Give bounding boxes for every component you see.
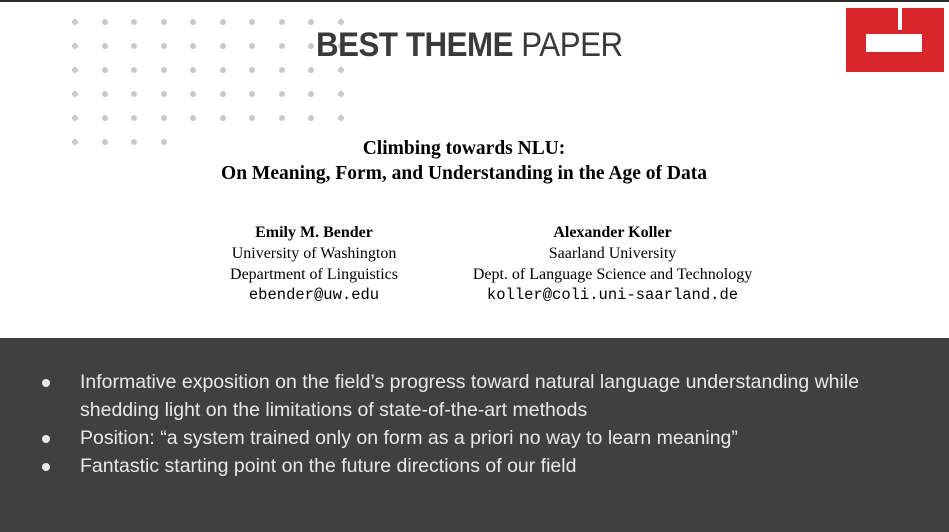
decorative-dot — [102, 19, 108, 25]
top-border — [0, 0, 949, 2]
decorative-dot — [279, 67, 285, 73]
decorative-dot — [131, 115, 137, 121]
decorative-dot — [249, 19, 255, 25]
decorative-dot — [161, 43, 167, 49]
decorative-dot — [338, 67, 344, 73]
decorative-dot — [249, 43, 255, 49]
decorative-dot — [279, 91, 285, 97]
decorative-dot — [220, 19, 226, 25]
slide-title-bold: BEST THEME — [316, 26, 513, 64]
summary-bullet-list — [40, 368, 930, 480]
decorative-dot — [72, 91, 78, 97]
decorative-dot — [308, 19, 314, 25]
bullet-dot-icon — [42, 435, 50, 443]
decorative-dot — [131, 91, 137, 97]
slide-title-rest: PAPER — [512, 26, 623, 64]
decorative-dot — [72, 67, 78, 73]
decorative-dot — [72, 139, 78, 145]
author-name: Emily M. Bender — [255, 224, 373, 241]
decorative-dot — [131, 19, 137, 25]
decorative-dot — [161, 91, 167, 97]
decorative-dot — [102, 115, 108, 121]
decorative-dot — [190, 19, 196, 25]
decorative-dot — [249, 91, 255, 97]
decorative-dot — [190, 91, 196, 97]
decorative-dot — [308, 67, 314, 73]
slide-title — [316, 26, 623, 65]
logo-shape — [846, 8, 944, 72]
decorative-dot — [161, 19, 167, 25]
paper-header — [150, 136, 778, 186]
decorative-dot — [102, 91, 108, 97]
bullet-dot-icon — [42, 379, 50, 387]
author-department: Department of Linguistics — [230, 266, 398, 283]
decorative-dot — [338, 91, 344, 97]
decorative-dot — [308, 43, 314, 49]
decorative-dot — [220, 67, 226, 73]
list-item — [40, 368, 930, 424]
paper-title-line2: On Meaning, Form, and Understanding in the Age of Data — [221, 163, 707, 184]
bullet-text: Fantastic starting point on the future directions of our field — [80, 455, 577, 477]
decorative-dot — [279, 19, 285, 25]
paper-title-line1: Climbing towards NLU: — [362, 138, 566, 159]
list-item — [40, 452, 930, 480]
author-card — [445, 222, 780, 306]
decorative-dot — [102, 139, 108, 145]
bullet-text: Position: “a system trained only on form as a priori no way to learn meaning” — [80, 427, 738, 449]
author-card — [200, 222, 428, 306]
decorative-dot — [308, 91, 314, 97]
decorative-dot — [131, 43, 137, 49]
decorative-dot — [338, 19, 344, 25]
red-block-logo-icon — [846, 8, 944, 72]
author-affiliation: Saarland University — [548, 245, 677, 262]
author-department: Dept. of Language Science and Technology — [472, 266, 753, 283]
decorative-dot — [308, 115, 314, 121]
decorative-dot — [72, 43, 78, 49]
decorative-dot — [72, 115, 78, 121]
decorative-dot — [220, 91, 226, 97]
decorative-dot — [220, 43, 226, 49]
decorative-dot — [190, 67, 196, 73]
dot-grid-decoration — [68, 16, 358, 151]
bullet-dot-icon — [42, 463, 50, 471]
decorative-dot — [72, 19, 78, 25]
author-email: koller@coli.uni-saarland.de — [486, 286, 739, 304]
decorative-dot — [190, 115, 196, 121]
decorative-dot — [102, 43, 108, 49]
author-name: Alexander Koller — [553, 224, 672, 241]
decorative-dot — [249, 115, 255, 121]
decorative-dot — [279, 43, 285, 49]
decorative-dot — [161, 115, 167, 121]
decorative-dot — [131, 139, 137, 145]
decorative-dot — [102, 67, 108, 73]
decorative-dot — [249, 67, 255, 73]
decorative-dot — [279, 115, 285, 121]
bullet-text: Informative exposition on the field’s progress toward natural language understanding while shedding light on the limitations of state-of-the-art methods — [80, 371, 860, 421]
list-item — [40, 424, 930, 452]
decorative-dot — [161, 67, 167, 73]
author-email: ebender@uw.edu — [248, 286, 380, 304]
decorative-dot — [190, 43, 196, 49]
author-affiliation: University of Washington — [231, 245, 397, 262]
decorative-dot — [220, 115, 226, 121]
decorative-dot — [131, 67, 137, 73]
decorative-dot — [338, 115, 344, 121]
